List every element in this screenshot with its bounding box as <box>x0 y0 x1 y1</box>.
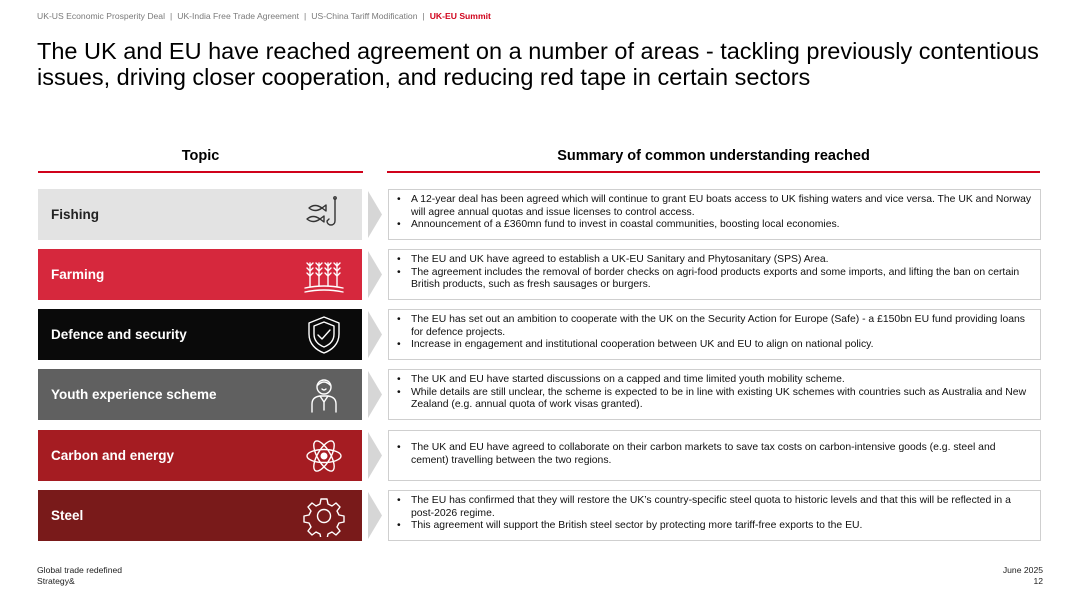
topic-row-youth <box>38 369 1041 420</box>
topic-label: Steel <box>51 508 84 523</box>
summary-bullet: • The EU has confirmed that they will restore the UK’s country-specific steel quota to historic levels and that this will be reflected in a post-2026 regime. <box>397 495 1032 520</box>
topic-label: Carbon and energy <box>51 448 175 463</box>
breadcrumb-separator: | <box>422 11 425 21</box>
chevron-right-icon <box>368 251 382 298</box>
fish-hook-icon <box>303 194 345 236</box>
topic-box-defence <box>38 309 362 360</box>
shield-check-icon <box>303 314 345 356</box>
summary-box-fishing <box>388 189 1041 240</box>
topic-box-fishing <box>38 189 362 240</box>
breadcrumb-separator: | <box>304 11 307 21</box>
summary-bullet: • While details are still unclear, the scheme is expected to be in line with existing UK schemes with countries such as Australia and New Zealand (e.g. annual quota of work visas granted). <box>397 387 1032 412</box>
summary-bullet: • The agreement includes the removal of border checks on agri-food products exports and some imports, and lifting the ban on certain British products, such as fresh sausages or burgers. <box>397 267 1032 292</box>
topic-label: Fishing <box>51 207 99 222</box>
summary-bullet: • Announcement of a £360mn fund to invest in coastal communities, boosting local economies. <box>397 219 1032 232</box>
topic-header-rule <box>38 171 363 173</box>
breadcrumb-item-uk-india[interactable]: UK-India Free Trade Agreement <box>177 11 300 21</box>
summary-bullet: • Increase in engagement and institutional cooperation between UK and EU to align on national policy. <box>397 339 1032 352</box>
summary-bullet: • The EU has set out an ambition to cooperate with the UK on the Security Action for Europe (Safe) - a £150bn EU fund providing loans for defence projects. <box>397 314 1032 339</box>
breadcrumb-item-uk-eu-active[interactable]: UK-EU Summit <box>429 11 491 21</box>
summary-header-rule <box>387 171 1040 173</box>
topic-row-carbon <box>38 430 1041 481</box>
topic-label: Farming <box>51 267 105 282</box>
summary-box-farming <box>388 249 1041 300</box>
page-title: The UK and EU have reached agreement on a number of areas - tackling previously contentious issues, driving closer cooperation, and reducing red tape in certain sectors <box>37 38 1039 90</box>
topic-row-fishing <box>38 189 1041 240</box>
summary-bullet: • This agreement will support the British steel sector by protecting more tariff-free exports to the EU. <box>397 520 1032 533</box>
gear-icon <box>303 495 345 537</box>
summary-box-defence <box>388 309 1041 360</box>
summary-box-carbon <box>388 430 1041 481</box>
topic-row-defence <box>38 309 1041 360</box>
summary-bullet: • A 12-year deal has been agreed which will continue to grant EU boats access to UK fishing waters and vice versa. The UK and Norway will agree annual quotas and issue licenses to control access. <box>397 194 1032 219</box>
chevron-right-icon <box>368 371 382 418</box>
atom-icon <box>303 435 345 477</box>
footer-right <box>1003 565 1043 587</box>
chevron-right-icon <box>368 492 382 539</box>
chevron-right-icon <box>368 432 382 479</box>
page-number: 12 <box>1033 576 1043 586</box>
topic-label: Youth experience scheme <box>51 387 217 402</box>
summary-box-youth <box>388 369 1041 420</box>
breadcrumb-item-uk-us[interactable]: UK-US Economic Prosperity Deal <box>37 11 165 21</box>
topic-box-steel <box>38 490 362 541</box>
wheat-icon <box>303 254 345 296</box>
footer-left <box>37 565 122 587</box>
footer-report-name: Global trade redefined <box>37 565 123 575</box>
topic-box-farming <box>38 249 362 300</box>
summary-bullet: • The EU and UK have agreed to establish a UK-EU Sanitary and Phytosanitary (SPS) Area. <box>397 254 1032 267</box>
chevron-right-icon <box>368 311 382 358</box>
summary-box-steel <box>388 490 1041 541</box>
footer-brand: Strategy& <box>37 576 75 586</box>
topic-box-carbon <box>38 430 362 481</box>
young-person-icon <box>303 374 345 416</box>
topic-column-header: Topic <box>181 148 220 164</box>
summary-column-header: Summary of common understanding reached <box>557 148 870 164</box>
breadcrumb-item-us-china[interactable]: US-China Tariff Modification <box>311 11 418 21</box>
topic-row-steel <box>38 490 1041 541</box>
topic-box-youth <box>38 369 362 420</box>
chevron-right-icon <box>368 191 382 238</box>
topic-row-farming <box>38 249 1041 300</box>
topic-label: Defence and security <box>51 327 187 342</box>
footer-date: June 2025 <box>1002 565 1043 575</box>
breadcrumb <box>37 11 491 21</box>
summary-bullet: • The UK and EU have started discussions on a capped and time limited youth mobility scheme. <box>397 374 1032 387</box>
breadcrumb-separator: | <box>170 11 173 21</box>
summary-bullet: • The UK and EU have agreed to collaborate on their carbon markets to save tax costs on carbon-intensive goods (e.g. steel and cement) travelling between the two regions. <box>397 442 1032 467</box>
